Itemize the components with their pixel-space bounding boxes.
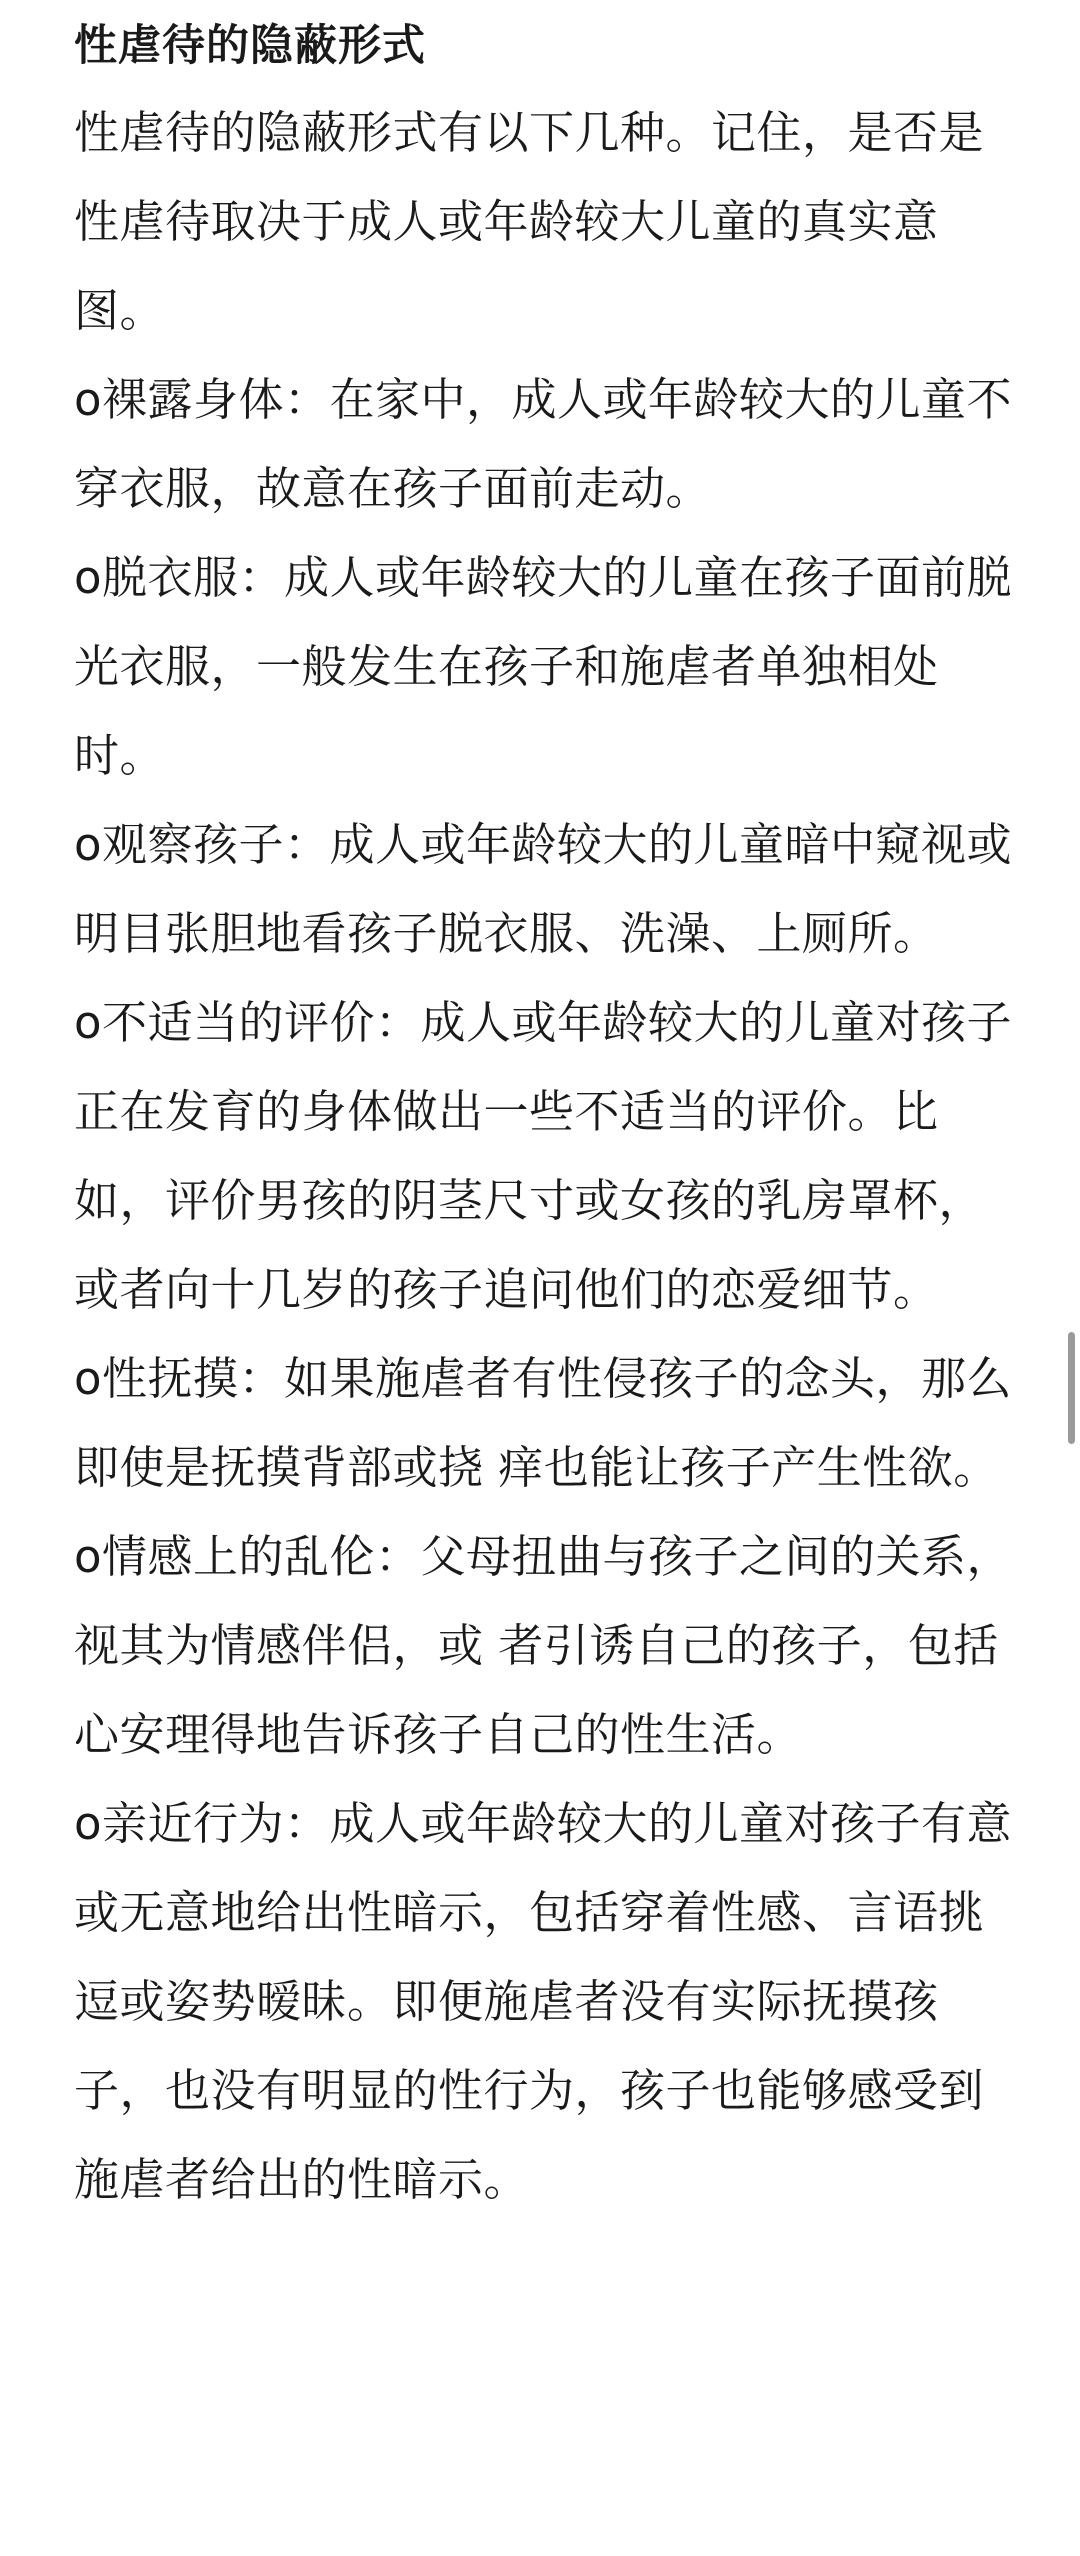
list-item-watching: o观察孩子：成人或年龄较大的儿童暗中窥视或明目张胆地看孩子脱衣服、洗澡、上厕所。 [74, 818, 1013, 960]
scrollbar-thumb[interactable] [1068, 1332, 1075, 1444]
article-heading: 性虐待的隐蔽形式 [74, 21, 426, 71]
article [74, 12, 1014, 2224]
list-item-inappropriate-comments: o不适当的评价：成人或年龄较大的儿童对孩子正在发育的身体做出一些不适当的评价。比如，评价男孩的阴茎尺寸或女孩的乳房罩杯，或者向十几岁的孩子追问他们的恋爱细节。 [74, 996, 1013, 1316]
list-item-nudity: o裸露身体：在家中，成人或年龄较大的儿童不穿衣服，故意在孩子面前走动。 [74, 373, 1013, 515]
list-item-sexual-touching: o性抚摸：如果施虐者有性侵孩子的念头，那么即使是抚摸背部或挠 痒也能让孩子产生性欲。 [74, 1352, 1013, 1494]
list-item-emotional-incest: o情感上的乱伦：父母扭曲与孩子之间的关系，视其为情感伴侣，或 者引诱自己的孩子，包括心安理得地告诉孩子自己的性生活。 [74, 1530, 1013, 1761]
list-item-intimacy-behavior: o亲近行为：成人或年龄较大的儿童对孩子有意或无意地给出性暗示，包括穿着性感、言语挑逗或姿势暧昧。即便施虐者没有实际抚摸孩子，也没有明显的性行为，孩子也能够感受到施虐者给出的性暗示。 [74, 1797, 1013, 2206]
list-item-undressing: o脱衣服：成人或年龄较大的儿童在孩子面前脱光衣服，一般发生在孩子和施虐者单独相处时。 [74, 551, 1013, 782]
intro-paragraph: 性虐待的隐蔽形式有以下几种。记住，是否是性虐待取决于成人或年龄较大儿童的真实意图。 [74, 106, 985, 337]
